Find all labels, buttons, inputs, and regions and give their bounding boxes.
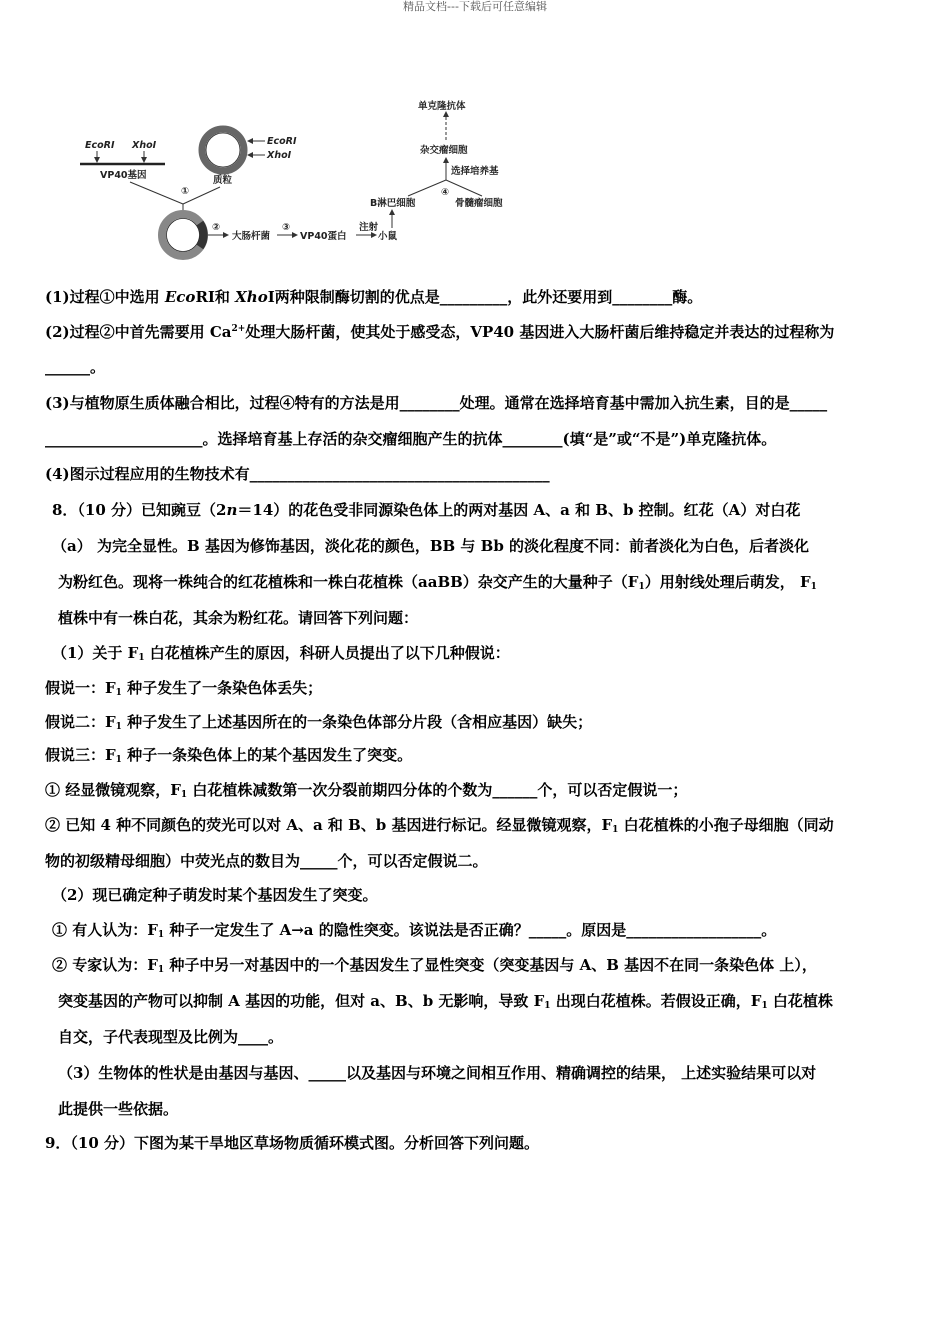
ecoli-label: 大肠杆菌 [232, 231, 271, 242]
select-medium-label: 选择培养基 [451, 166, 499, 177]
q7-part3-line1: (3)与植物原生质体融合相比，过程④特有的方法是用________处理。通常在选择培育基中需加入抗生素，目的是_____ [45, 394, 828, 412]
gene-label: VP40基因 [100, 170, 147, 181]
experiment-flow-diagram [70, 92, 570, 270]
mouse-label: 小鼠 [378, 231, 398, 242]
q8-stem-line2: （a） 为完全显性。B 基因为修饰基因，淡化花的颜色，BB 与 Bb 的淡化程度不同：前者淡化为白色，后者淡化 [52, 537, 810, 555]
q8-part2-b-line3: 自交，子代表现型及比例为____。 [58, 1028, 284, 1046]
q8-stem-line3: 为粉红色。现将一株纯合的红花植株和一株白花植株（aaBB）杂交产生的大量种子$(F_1)$用射线处理后萌发， $F_1$ [58, 573, 817, 592]
myeloma-label: 骨髓瘤细胞 [455, 198, 503, 209]
inject-label: 注射 [359, 222, 379, 233]
gene-to-merge [130, 182, 183, 204]
q8-part1-intro: （1）关于 $F_1$ 白花植株产生的原因，科研人员提出了以下几种假说： [52, 644, 510, 663]
plasmid-enzyme1-label: EcoRⅠ [267, 136, 297, 147]
plasmid-ring [202, 129, 244, 171]
q8-part1-a: ① 经显微镜观察，$F_1$ 白花植株减数第一次分裂前期四分体的个数为______个，可以否定假说一； [45, 781, 688, 800]
q8-part2-a: ① 有人认为：$F_1$ 种子一定发生了 A→a 的隐性突变。该说法是否正确？_____。原因是__________________。 [52, 921, 777, 940]
mab-label: 单克隆抗体 [418, 101, 466, 112]
q8-stem-line4: 植株中有一株白花，其余为粉红花。请回答下列问题： [58, 609, 419, 627]
q8-part3-line1: （3）生物体的性状是由基因与基因、_____以及基因与环境之间相互作用、精确调控的结果， 上述实验结果可以对 [58, 1064, 817, 1082]
plasmid-inner [206, 133, 240, 167]
enzyme2-label: XhoⅠ [132, 140, 157, 151]
hybridoma-label: 杂交瘤细胞 [420, 145, 468, 156]
bcell-label: B淋巴细胞 [370, 198, 416, 209]
page-header: 精品文档---下载后可任意编辑 [403, 0, 547, 13]
protein-label: VP40蛋白 [300, 231, 347, 242]
hypothesis-3: 假说三：$F_1$ 种子一条染色体上的某个基因发生了突变。 [45, 746, 413, 765]
step2-label: ② [212, 222, 221, 233]
q8-part2-intro: （2）现已确定种子萌发时某个基因发生了突变。 [52, 886, 378, 904]
q7-part4: (4)图示过程应用的生物技术有________________________________________ [45, 465, 550, 483]
myeloma-to-fusion [446, 180, 482, 196]
q8-stem-line1: 8．（10 分）已知豌豆（2n＝14）的花色受非同源染色体上的两对基因 A、a 和 B、b 控制。红花（A）对白花 [52, 501, 801, 519]
q8-part3-line2: 此提供一些依据。 [58, 1100, 179, 1118]
recombinant-plasmid-inner [167, 219, 200, 252]
q9-stem: 9．（10 分）下图为某干旱地区草场物质循环模式图。分析回答下列问题。 [45, 1134, 540, 1152]
hypothesis-1: 假说一：$F_1$ 种子发生了一条染色体丢失； [45, 679, 323, 698]
step1-label: ① [181, 186, 190, 197]
hypothesis-2: 假说二：$F_1$ 种子发生了上述基因所在的一条染色体部分片段（含相应基因）缺失； [45, 713, 593, 732]
q8-part1-b-line2: 物的初级精母细胞）中荧光点的数目为_____个，可以否定假说二。 [45, 852, 488, 870]
recombinant-plasmid-ring [162, 214, 204, 256]
step4-label: ④ [441, 187, 450, 198]
plasmid-enzyme2-label: XhoⅠ [267, 150, 292, 161]
q8-part1-b-line1: ② 已知 4 种不同颜色的荧光可以对 A、a 和 B、b 基因进行标记。经显微镜观察，$F_1$ 白花植株的小孢子母细胞（同动 [45, 816, 834, 835]
q7-part1: (1)过程①中选用 EcoRⅠ和 XhoⅠ两种限制酶切割的优点是_________，此外还要用到________酶。 [45, 288, 703, 306]
q8-part2-b-line2: 突变基因的产物可以抑制 A 基因的功能，但对 a、B、b 无影响，导致 $F_1$ 出现白花植株。若假设正确，$F_1$ 白花植株 [58, 992, 833, 1011]
inserted-gene-segment [200, 223, 204, 247]
q8-part2-b-line1: ② 专家认为：$F_1$ 种子中另一对基因中的一个基因发生了显性突变（突变基因与 A、B 基因不在同一条染色体 上）， [52, 956, 817, 975]
q7-part3-line2: _____________________。选择培育基上存活的杂交瘤细胞产生的抗体________(填“是”或“不是”)单克隆抗体。 [45, 430, 777, 448]
enzyme1-label: EcoRⅠ [85, 140, 115, 151]
step3-label: ③ [282, 222, 291, 233]
q7-part2-line2: ______。 [45, 358, 106, 376]
plasmid-label: 质粒 [213, 175, 233, 186]
q7-part2-line1: (2)过程②中首先需要用 $Ca^{2+}$处理大肠杆菌，使其处于感受态，VP40 基因进入大肠杆菌后维持稳定并表达的过程称为 [45, 323, 835, 341]
